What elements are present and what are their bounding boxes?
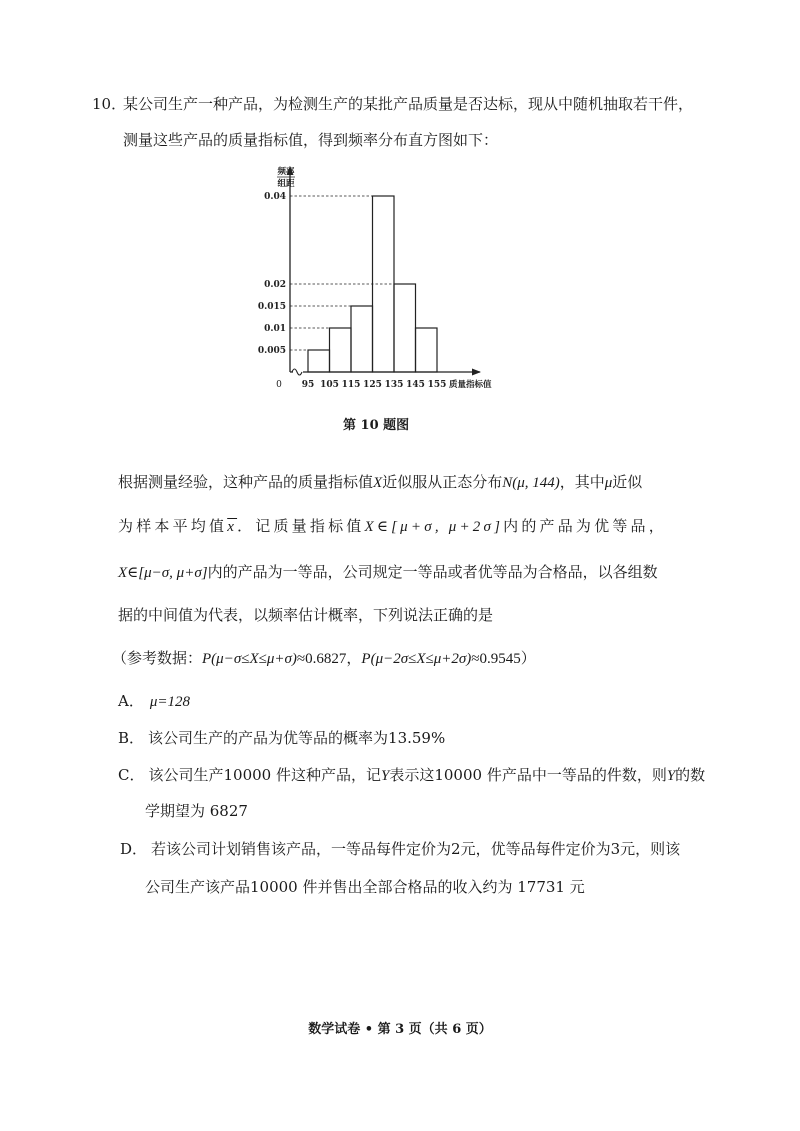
x-tick-label: 125 bbox=[363, 380, 382, 390]
y-tick-label: 0.04 bbox=[264, 192, 286, 202]
option-c-text: 该公司生产10000 件这种产品，记 bbox=[148, 766, 381, 784]
variable-x: X bbox=[373, 475, 383, 491]
histogram-bar bbox=[351, 306, 373, 372]
body-line1 bbox=[118, 472, 642, 493]
y-axis-label-denominator: 组距 bbox=[277, 179, 295, 189]
option-b-text: 该公司生产的产品为优等品的概率为13.59% bbox=[148, 729, 446, 747]
x-tick-label: 115 bbox=[341, 380, 361, 390]
body-text: 为样本平均值 bbox=[118, 517, 228, 535]
y-tick-label: 0.015 bbox=[257, 302, 286, 312]
interval-first-class: ∈[μ−σ, μ+σ] bbox=[127, 565, 208, 581]
option-c bbox=[118, 765, 705, 786]
option-c-label: C． bbox=[118, 766, 145, 784]
option-b bbox=[118, 728, 445, 748]
body-text: ，其中 bbox=[559, 473, 605, 491]
histogram-bar bbox=[308, 350, 330, 372]
variable-x: X bbox=[364, 519, 377, 535]
body-text: 内的产品为优等品， bbox=[503, 517, 667, 535]
option-a-label: A． bbox=[118, 692, 144, 710]
option-b-label: B． bbox=[118, 729, 145, 747]
option-d-label: D． bbox=[120, 840, 148, 858]
reference-prob2: P(μ−2σ≤X≤μ+2σ) bbox=[361, 651, 472, 667]
frequency-histogram bbox=[250, 160, 510, 400]
x-tick-label: 105 bbox=[320, 380, 339, 390]
reference-data bbox=[112, 648, 536, 669]
variable-x: X bbox=[118, 565, 128, 581]
histogram-bar bbox=[394, 284, 416, 372]
x-tick-label: 155 bbox=[427, 380, 447, 390]
normal-distribution: N(μ, 144) bbox=[502, 475, 560, 491]
x-tick-label: 145 bbox=[406, 380, 425, 390]
question-intro-line2: 测量这些产品的质量指标值，得到频率分布直方图如下： bbox=[123, 131, 499, 149]
reference-prob1: P(μ−σ≤X≤μ+σ) bbox=[202, 651, 297, 667]
x-axis-arrow bbox=[472, 369, 481, 376]
y-tick-label: 0.005 bbox=[257, 346, 286, 356]
body-line4: 据的中间值为代表，以频率估计概率，下列说法正确的是 bbox=[118, 606, 494, 624]
reference-prefix: （参考数据： bbox=[112, 649, 203, 667]
reference-separator: ， bbox=[346, 649, 362, 667]
body-line2 bbox=[118, 516, 667, 537]
x-tick-label: 135 bbox=[384, 380, 404, 390]
page-footer: 数学试卷 • 第 3 页（共 6 页） bbox=[308, 1022, 492, 1037]
y-tick-label: 0.02 bbox=[264, 280, 286, 290]
origin-label: 0 bbox=[276, 380, 282, 390]
x-tick-label: 95 bbox=[301, 380, 315, 390]
histogram-svg bbox=[250, 160, 510, 400]
reference-value1: ≈0.6827 bbox=[296, 651, 347, 667]
option-d bbox=[120, 839, 680, 859]
histogram-bar bbox=[330, 328, 352, 372]
option-d-line2: 公司生产该产品10000 件并售出全部合格品的收入约为 17731 元 bbox=[145, 878, 585, 896]
option-a-text: μ=128 bbox=[149, 694, 190, 710]
y-tick-label: 0.01 bbox=[264, 324, 286, 334]
body-text: ．记质量指标值 bbox=[237, 517, 365, 535]
option-c-line2: 学期望为 6827 bbox=[145, 802, 248, 820]
body-text: 内的产品为一等品，公司规定一等品或者优等品为合格品，以各组数 bbox=[207, 563, 658, 581]
option-c-text: 的数 bbox=[675, 766, 706, 784]
y-axis-label-numerator: 频率 bbox=[277, 167, 295, 177]
question-number: 10． bbox=[92, 95, 127, 113]
option-a bbox=[118, 691, 190, 712]
body-text: 近似服从正态分布 bbox=[382, 473, 503, 491]
question-intro-line1: 某公司生产一种产品，为检测生产的某批产品质量是否达标，现从中随机抽取若干件， bbox=[123, 95, 694, 113]
option-c-text: 表示这10000 件产品中一等品的件数，则 bbox=[389, 766, 667, 784]
variable-y: Y bbox=[380, 768, 390, 784]
variable-y: Y bbox=[666, 768, 676, 784]
sample-mean-xbar: $\overline{x}$ bbox=[227, 519, 238, 535]
body-line3 bbox=[118, 562, 658, 583]
reference-value2: ≈0.9545 bbox=[471, 651, 521, 667]
interval-premium: ∈[μ+σ, μ+2σ] bbox=[376, 519, 504, 535]
histogram-bar bbox=[416, 328, 438, 372]
body-text: 近似 bbox=[612, 473, 643, 491]
variable-mu: μ bbox=[604, 475, 613, 491]
option-d-text: 若该公司计划销售该产品，一等品每件定价为2元，优等品每件定价为3元，则该 bbox=[151, 840, 681, 858]
body-text: 根据测量经验，这种产品的质量指标值 bbox=[118, 473, 374, 491]
figure-caption: 第 10 题图 bbox=[343, 418, 410, 433]
x-axis-label: 质量指标值 bbox=[449, 380, 492, 390]
reference-suffix: ） bbox=[520, 649, 536, 667]
